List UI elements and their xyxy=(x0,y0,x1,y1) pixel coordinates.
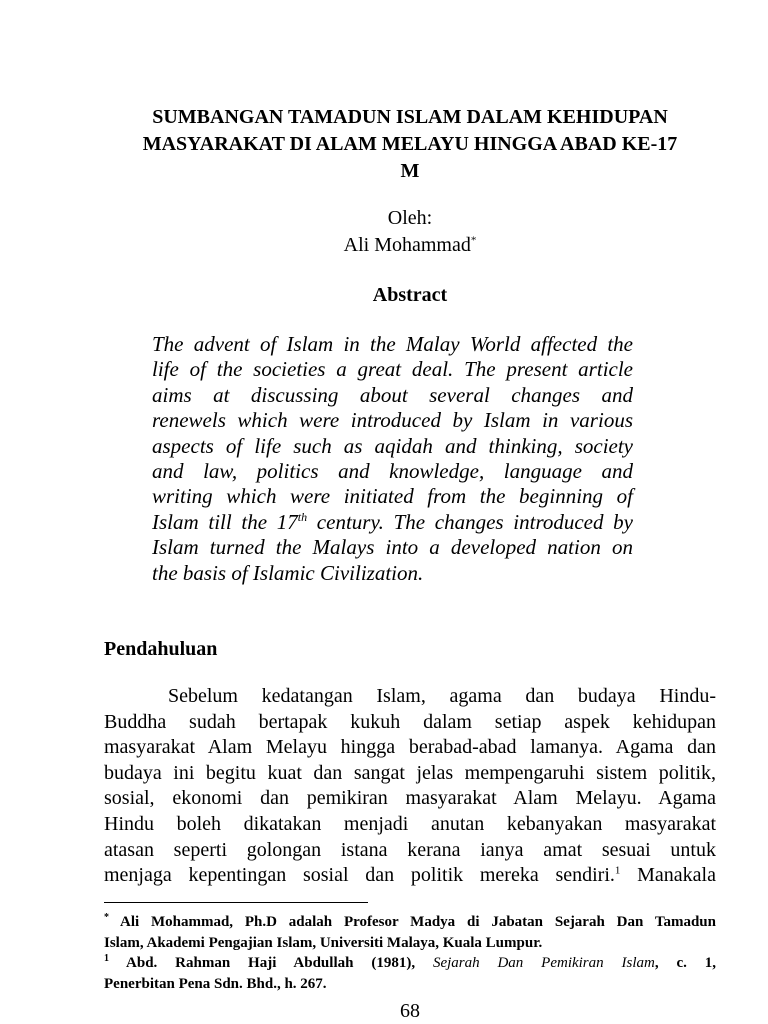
abstract-line: The advent of Islam in the Malay World affected the xyxy=(152,332,633,356)
byline-oleh: Oleh: xyxy=(387,207,433,229)
paragraph-fragment: Manakala xyxy=(620,864,716,887)
paragraph-line: sosial, ekonomi dan pemikiran masyarakat Alam Melayu. Agama xyxy=(104,787,716,810)
paragraph-line: Buddha sudah bertapak kukuh dalam setiap aspek kehidupan xyxy=(104,710,716,733)
footnote-mark: 1 xyxy=(104,953,109,964)
page-number: 68 xyxy=(400,1000,420,1022)
title-line: M xyxy=(400,160,420,182)
abstract-fragment: Islam till the 17 xyxy=(152,509,298,534)
article-title xyxy=(100,104,720,185)
abstract-line: writing which were initiated from the beginning of xyxy=(152,484,633,509)
author-name-text: Ali Mohammad xyxy=(343,234,471,256)
footnote-line xyxy=(104,912,716,933)
paragraph-line: atasan seperti golongan istana kerana ianya amat sesuai untuk xyxy=(104,838,716,861)
footnote-reference[interactable]: 1 xyxy=(614,864,621,877)
footnote-line xyxy=(104,953,716,974)
footnote-fragment: Ali Mohammad, Ph.D adalah Profesor Madya di Jabatan Sejarah Dan Tamadun xyxy=(109,914,716,930)
section-heading: Pendahuluan xyxy=(104,638,218,660)
abstract-text xyxy=(152,332,633,586)
abstract-line: Islam turned the Malays into a developed nation on xyxy=(152,535,633,560)
footnote-fragment: Abd. Rahman Haji Abdullah (1981), xyxy=(109,955,433,971)
title-line: SUMBANGAN TAMADUN ISLAM DALAM KEHIDUPAN xyxy=(152,106,668,128)
footnotes xyxy=(104,912,716,994)
abstract-line: aspects of life such as aqidah and thinking, society xyxy=(152,433,633,458)
abstract-fragment: century. The changes introduced by xyxy=(307,509,633,534)
footnote-line: Islam, Akademi Pengajian Islam, Universiti Malaya, Kuala Lumpur. xyxy=(104,934,543,951)
abstract-line: renewels which were introduced by Islam in various xyxy=(152,408,633,433)
cited-work-title: Sejarah Dan Pemikiran Islam xyxy=(432,955,655,971)
footnote-mark: * xyxy=(104,912,109,923)
paragraph-line: Sebelum kedatangan Islam, agama dan budaya Hindu- xyxy=(168,685,716,707)
paragraph-fragment: menjaga kepentingan sosial dan politik mereka sendiri. xyxy=(104,864,615,887)
ordinal-suffix: th xyxy=(297,509,308,524)
abstract-line: aims at discussing about several changes and xyxy=(152,382,633,407)
body-paragraph xyxy=(104,684,716,889)
author-name xyxy=(200,232,620,259)
paragraph-line: budaya ini begitu kuat dan sangat jelas mempengaruhi sistem politik, xyxy=(104,761,716,784)
author-footnote-mark: * xyxy=(470,234,477,247)
byline xyxy=(200,205,620,259)
abstract-heading: Abstract xyxy=(372,284,448,306)
abstract-line: life of the societies a great deal. The present article xyxy=(152,357,633,382)
paragraph-line: masyarakat Alam Melayu hingga berabad-abad lamanya. Agama dan xyxy=(104,736,716,759)
footnote-line: Penerbitan Pena Sdn. Bhd., h. 267. xyxy=(104,975,327,992)
abstract-line: and law, politics and knowledge, language and xyxy=(152,459,633,484)
paragraph-line: Hindu boleh dikatakan menjadi anutan kebanyakan masyarakat xyxy=(104,812,716,835)
paragraph-line xyxy=(104,863,716,889)
abstract-line: the basis of Islamic Civilization. xyxy=(152,560,424,585)
title-line: MASYARAKAT DI ALAM MELAYU HINGGA ABAD KE-17 xyxy=(142,133,678,155)
abstract-line xyxy=(152,510,633,535)
footnote-fragment: , c. 1, xyxy=(654,955,717,971)
footnote-separator xyxy=(104,902,368,903)
